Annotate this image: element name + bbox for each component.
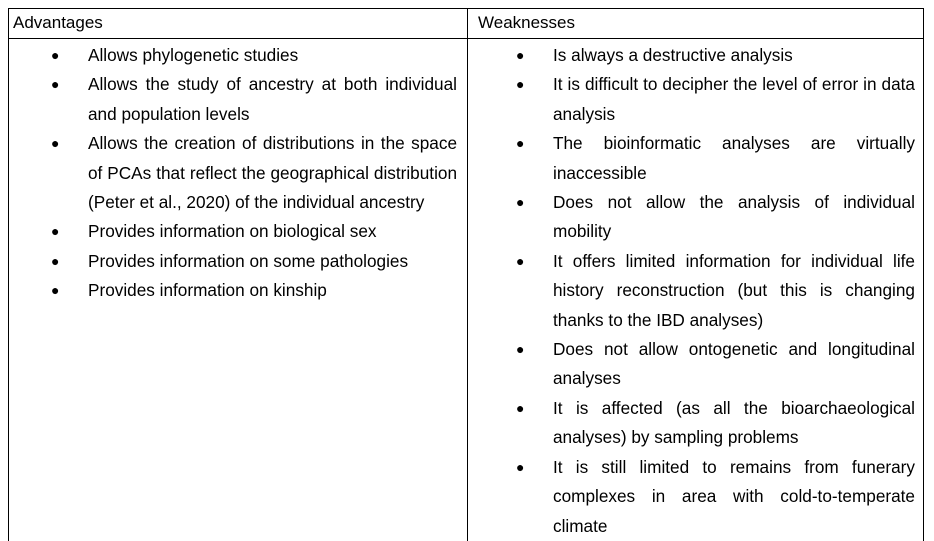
column-divider (467, 9, 468, 541)
weakness-text: Does not allow ontogenetic and longitudinal analyses (553, 339, 915, 389)
weakness-text: Is always a destructive analysis (553, 45, 793, 65)
advantage-text: Allows the study of ancestry at both individual and population levels (88, 74, 457, 124)
bullet-icon: ● (516, 76, 525, 93)
advantage-text: Provides information on kinship (88, 280, 327, 301)
bullet-icon: ● (51, 223, 60, 240)
bullet-icon: ● (51, 76, 60, 93)
advantage-item (51, 129, 457, 217)
advantage-text: Provides information on biological sex (88, 221, 377, 242)
comparison-table (8, 8, 924, 541)
advantage-text: Provides information on some pathologies (88, 250, 409, 271)
weakness-item (516, 70, 915, 129)
weakness-item (516, 394, 915, 453)
header-weaknesses: Weaknesses (478, 13, 576, 32)
bullet-icon: ● (516, 135, 525, 152)
advantage-item (51, 41, 457, 70)
bullet-icon: ● (516, 194, 525, 211)
bullet-icon: ● (516, 341, 525, 358)
advantages-list (51, 41, 457, 306)
weakness-text: The bioinformatic analyses are virtually inaccessible (553, 133, 915, 183)
weakness-text: It is still limited to remains from funerary complexes in area with cold-to-temperate climate (553, 456, 915, 536)
bullet-icon: ● (51, 252, 60, 269)
weakness-item (516, 247, 915, 335)
weakness-item (516, 188, 915, 247)
advantage-item (51, 217, 457, 246)
advantage-text: Allows the creation of distributions in the space of PCAs that reflect the geographical distribution (Peter et al., 2020) of the individual ancestry (88, 133, 457, 213)
bullet-icon: ● (516, 252, 525, 269)
advantage-item (51, 276, 457, 305)
bullet-icon: ● (51, 47, 60, 63)
bullet-icon: ● (516, 399, 525, 416)
advantage-text: Allows phylogenetic studies (88, 45, 299, 65)
weakness-text: It is difficult to decipher the level of error in data analysis (553, 74, 915, 124)
advantage-item (51, 247, 457, 276)
advantage-item (51, 70, 457, 129)
table-header-row (9, 9, 923, 39)
weakness-text: Does not allow the analysis of individual mobility (553, 192, 915, 242)
weakness-item (516, 129, 915, 188)
bullet-icon: ● (516, 47, 525, 63)
weakness-text: It offers limited information for individual life history reconstruction (but this is changing thanks to the IBD analyses) (553, 250, 915, 330)
header-advantages: Advantages (13, 13, 103, 32)
bullet-icon: ● (51, 282, 60, 299)
weakness-text: It is affected (as all the bioarchaeological analyses) by sampling problems (553, 397, 915, 448)
weakness-item (516, 335, 915, 394)
bullet-icon: ● (516, 458, 525, 475)
weaknesses-list (516, 41, 915, 541)
bullet-icon: ● (51, 135, 60, 152)
weakness-item (516, 41, 915, 70)
weakness-item (516, 453, 915, 541)
